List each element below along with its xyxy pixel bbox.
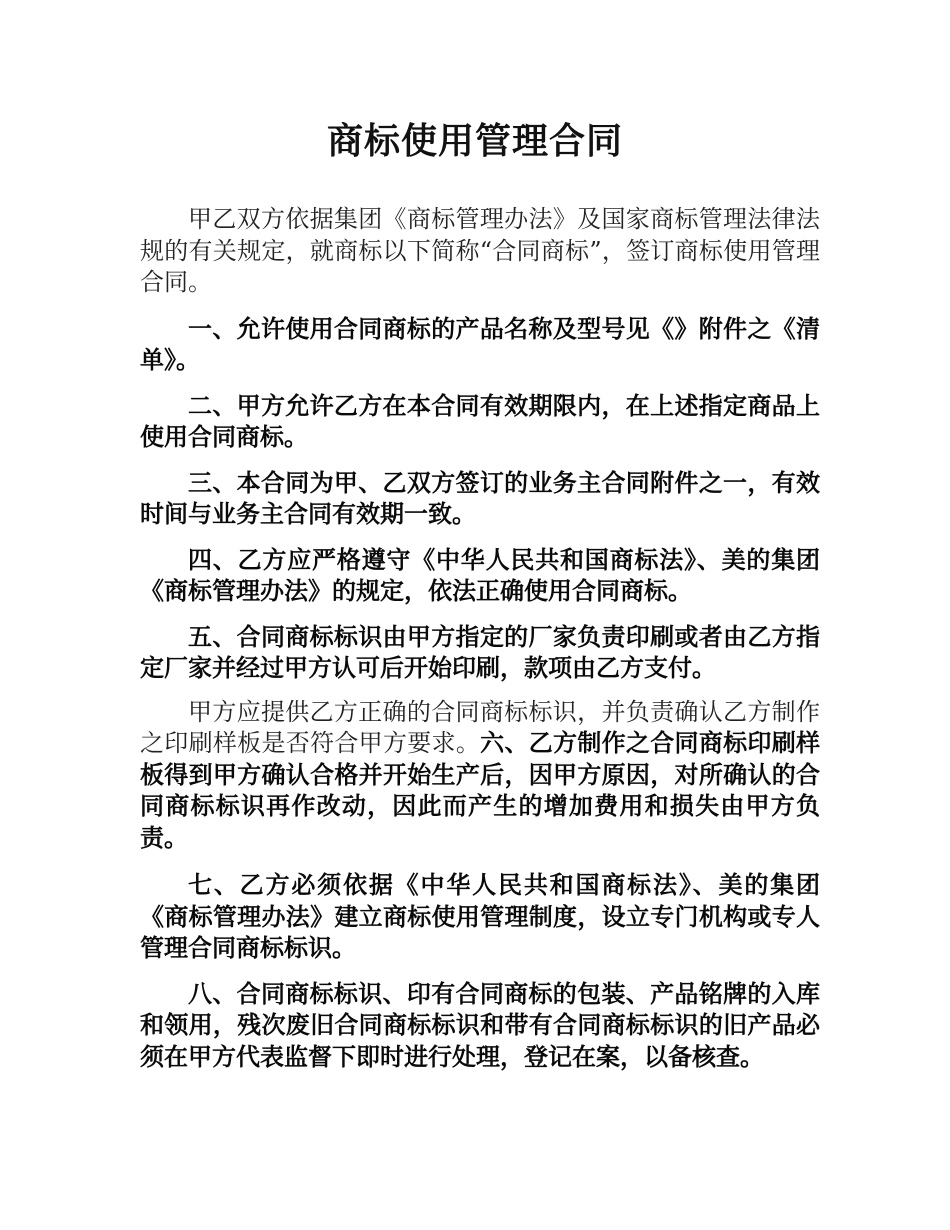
clause-3-paragraph: 三、本合同为甲、乙双方签订的业务主合同附件之一，有效时间与业务主合同有效期一致。 xyxy=(140,467,820,528)
clause-6-text: 六、乙方制作之合同商标印刷样板得到甲方确认合格并开始生产后，因甲方原因，对所确认的合同商标标识再作改动，因此而产生的增加费用和损失由甲方负责。 xyxy=(140,731,821,852)
document-body xyxy=(140,204,820,1086)
clause-7-paragraph: 七、乙方必须依据《中华人民共和国商标法》、美的集团《商标管理办法》建立商标使用管理制度，设立专门机构或专人管理合同商标标识。 xyxy=(140,870,820,962)
document-title: 商标使用管理合同 xyxy=(326,121,623,162)
clause-8-paragraph: 八、合同商标标识、印有合同商标的包装、产品铭牌的入库和领用，残次废旧合同商标标识和带有合同商标标识的旧产品必须在甲方代表监督下即时进行处理，登记在案，以备核查。 xyxy=(140,978,820,1071)
clause-5-supplement-text: 甲方应提供乙方正确的合同商标标识，并负责确认乙方制作之印刷样板是否符合甲方要求。 xyxy=(140,699,820,757)
clause-5-paragraph: 五、合同商标标识由甲方指定的厂家负责印刷或者由乙方指定厂家并经过甲方认可后开始印刷，款项由乙方支付。 xyxy=(140,621,820,682)
clause-1-paragraph: 一、允许使用合同商标的产品名称及型号见《》附件之《清单》。 xyxy=(140,313,820,374)
clause-2-paragraph: 二、甲方允许乙方在本合同有效期限内，在上述指定商品上使用合同商标。 xyxy=(140,390,820,451)
clause-6-paragraph xyxy=(140,698,820,856)
clause-4-paragraph: 四、乙方应严格遵守《中华人民共和国商标法》、美的集团《商标管理办法》的规定，依法正确使用合同商标。 xyxy=(140,544,820,605)
preamble-paragraph: 甲乙双方依据集团《商标管理办法》及国家商标管理法律法规的有关规定，就商标以下简称“合同商标”，签订商标使用管理合同。 xyxy=(140,205,820,296)
